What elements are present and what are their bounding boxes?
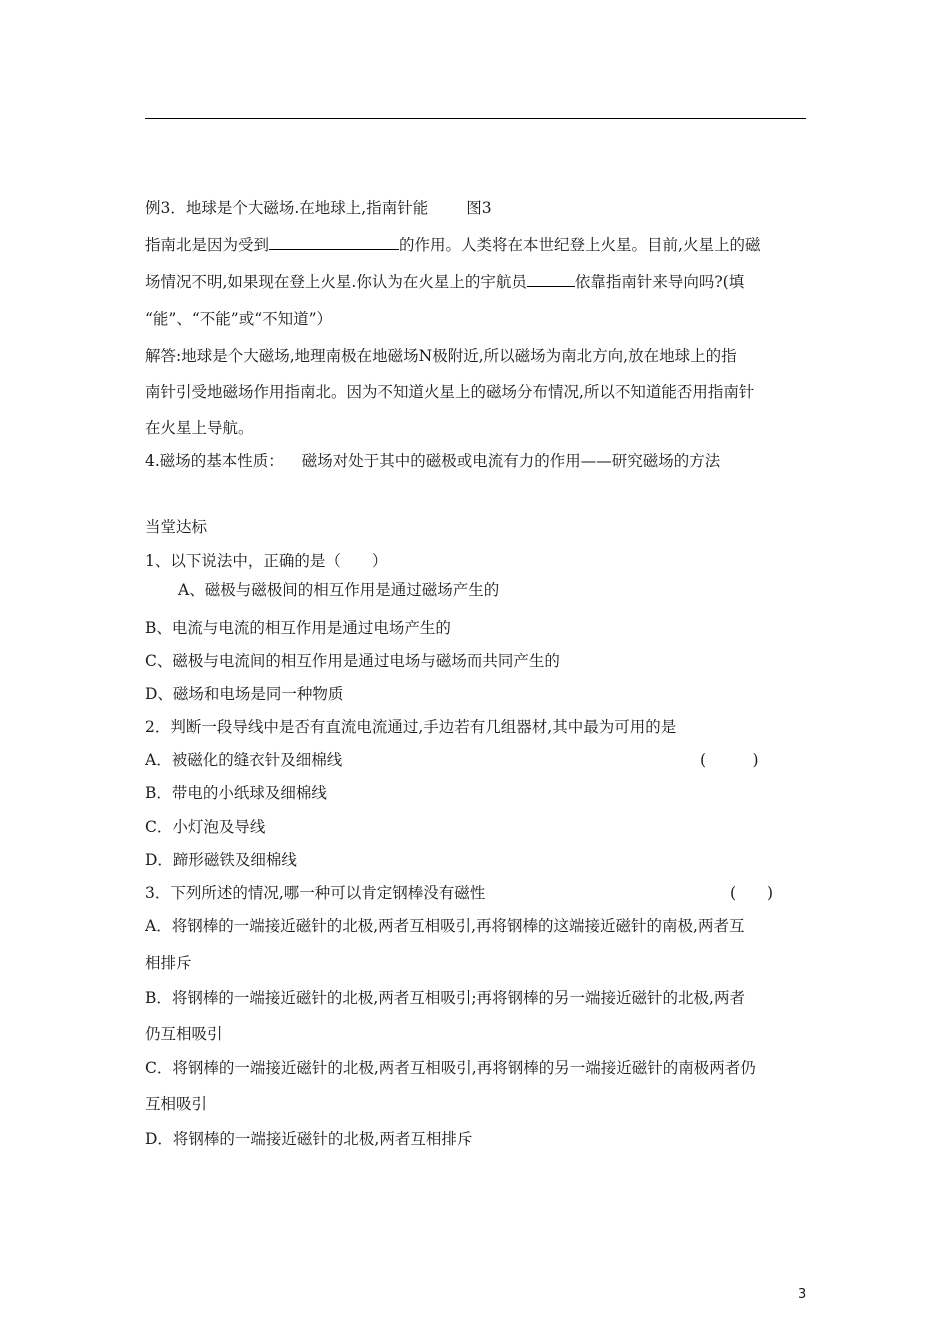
property-label: 4.磁场的基本性质： [145,452,284,470]
q3-option-b-line-1: B．将钢棒的一端接近磁针的北极,两者互相吸引;再将钢棒的另一端接近磁针的北极,两者 [145,989,745,1007]
example-line-1 [145,198,492,218]
q3-stem: 3．下列所述的情况,哪一种可以肯定钢棒没有磁性 [145,884,486,902]
property-text: 磁场对处于其中的磁极或电流有力的作用——研究磁场的方法 [301,452,721,470]
exercise-heading: 当堂达标 [145,518,208,536]
example-line-2: 指南北是因为受到 的作用。人类将在本世纪登上火星。目前,火星上的磁 [145,236,761,254]
fill-blank-1[interactable] [269,235,399,250]
q2-stem: 2．判断一段导线中是否有直流电流通过,手边若有几组器材,其中最为可用的是 [145,718,677,736]
q2-option-c: C．小灯泡及导线 [145,818,266,836]
q1-option-a: A、磁极与磁极间的相互作用是通过磁场产生的 [178,581,500,599]
page-number: 3 [798,1287,807,1302]
answer-line-3: 在火星上导航。 [145,419,254,437]
q3-answer-paren[interactable]: ( ) [730,884,774,902]
fill-blank-2[interactable] [527,272,575,287]
q1-option-c: C、磁极与电流间的相互作用是通过电场与磁场而共同产生的 [145,652,560,670]
q3-option-b-line-2: 仍互相吸引 [145,1025,223,1043]
answer-line-2: 南针引受地磁场作用指南北。因为不知道火星上的磁场分布情况,所以不知道能否用指南针 [145,383,755,401]
example-line-4: “能”、“不能”或“不知道”） [145,310,333,328]
q1-option-b: B、电流与电流的相互作用是通过电场产生的 [145,619,451,637]
answer-line-1: 解答:地球是个大磁场,地理南极在地磁场N极附近,所以磁场为南北方向,放在地球上的指 [145,347,737,365]
q3-option-a-line-1: A．将钢棒的一端接近磁针的北极,两者互相吸引,再将钢棒的这端接近磁针的南极,两者互 [145,917,745,935]
q2-option-b: B．带电的小纸球及细棉线 [145,784,327,802]
q1-option-d: D、磁场和电场是同一种物质 [145,685,344,703]
q3-option-d: D．将钢棒的一端接近磁针的北极,两者互相排斥 [145,1130,473,1148]
property-line [145,451,720,471]
example-text: 例3．地球是个大磁场.在地球上,指南针能 [145,199,429,217]
figure-label: 图3 [466,199,492,217]
header-rule [145,118,806,119]
q3-option-c-line-1: C．将钢棒的一端接近磁针的北极,两者互相吸引,再将钢棒的另一端接近磁针的南极两者仍 [145,1059,756,1077]
q3-option-a-line-2: 相排斥 [145,954,192,972]
example-line-3: 场情况不明,如果现在登上火星.你认为在火星上的宇航员 依靠指南针来导向吗?(填 [145,273,745,291]
q1-stem: 1、以下说法中，正确的是（ ） [145,552,388,570]
q2-option-a: A．被磁化的缝衣针及细棉线 [145,751,343,769]
q2-option-d: D．蹄形磁铁及细棉线 [145,851,297,869]
q3-option-c-line-2: 互相吸引 [145,1095,208,1113]
q2-answer-paren[interactable]: ( ) [700,751,759,769]
